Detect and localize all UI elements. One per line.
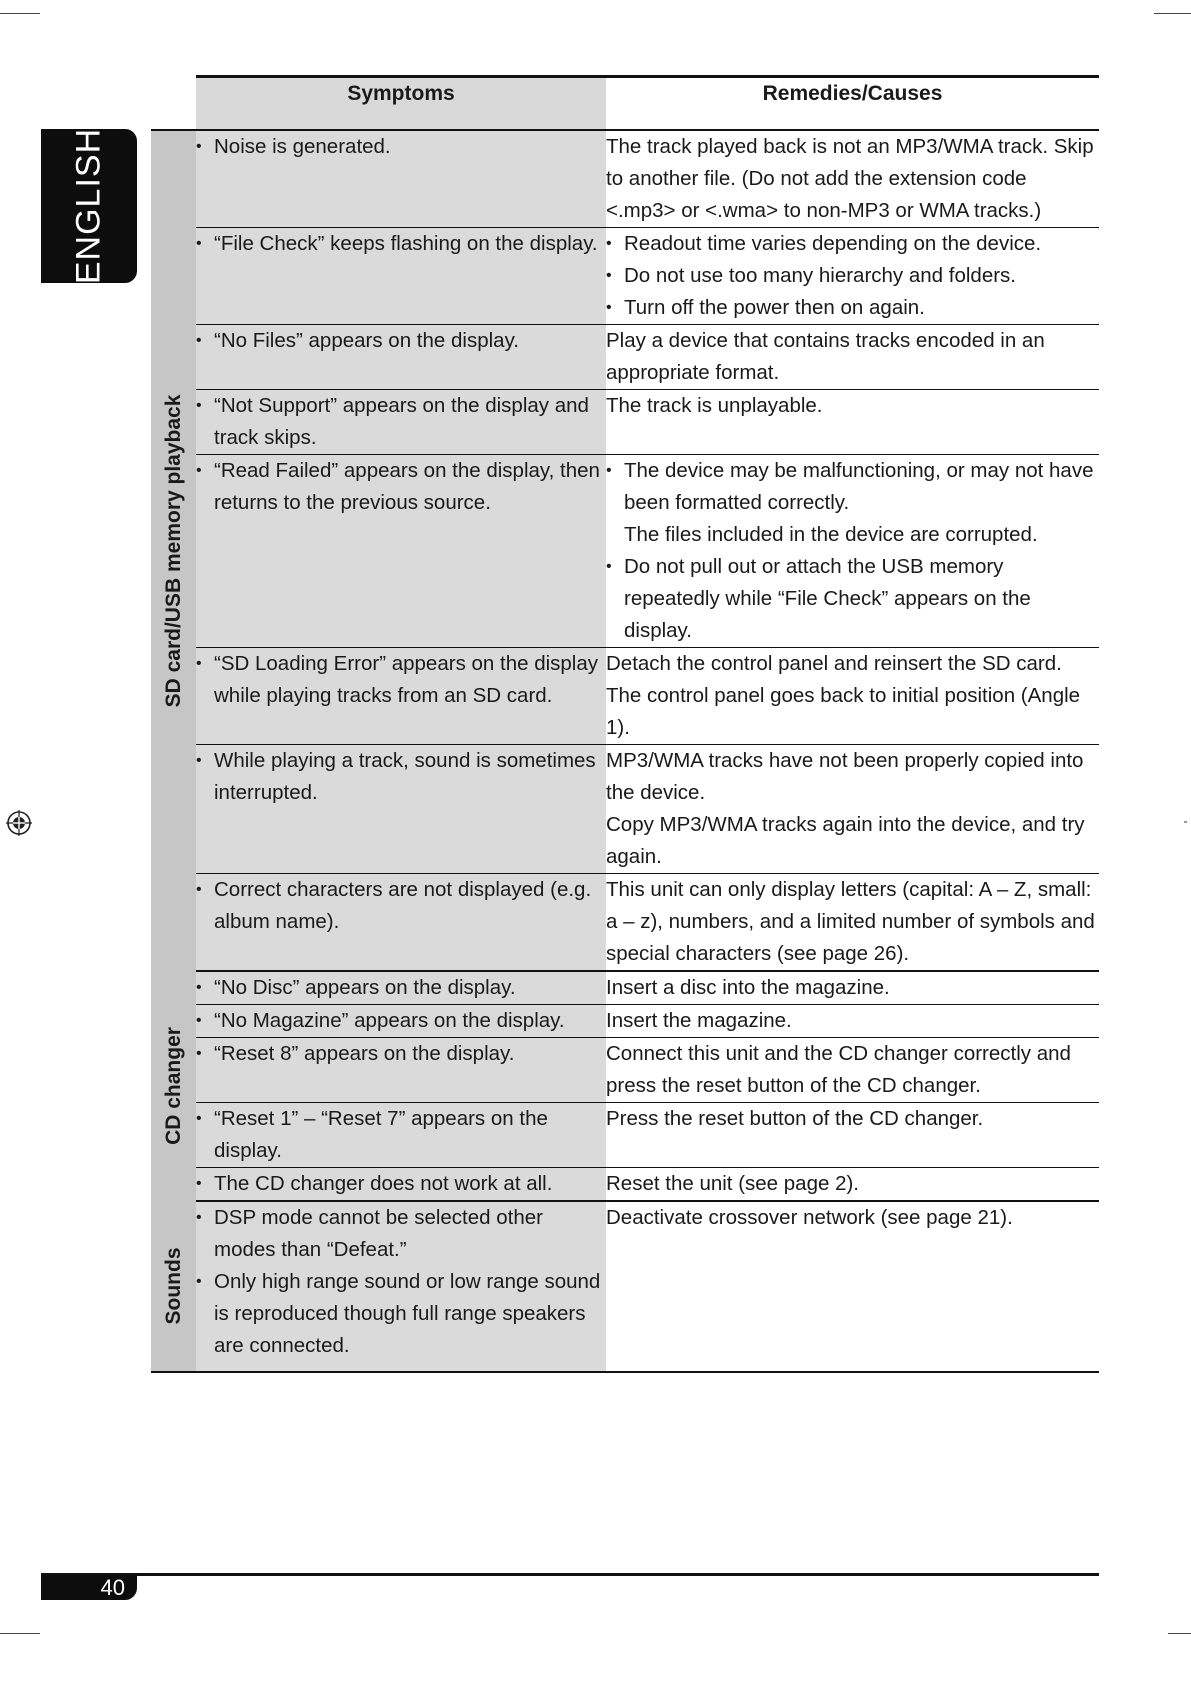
remedy-item: • Readout time varies depending on the device. [606, 228, 1099, 260]
remedy-text: Copy MP3/WMA tracks again into the device, and try again. [606, 813, 1085, 868]
remedy-cell [606, 1103, 1099, 1168]
remedy-cell [606, 1038, 1099, 1103]
symptom-item: • Noise is generated. [196, 131, 606, 163]
remedy-cell [606, 1005, 1099, 1038]
symptom-cell [196, 648, 606, 745]
remedy-text: Detach the control panel and reinsert the SD card. The control panel goes back to initial position (Angle 1). [606, 652, 1081, 739]
table-header-row [151, 77, 1099, 131]
remedy-text: Play a device that contains tracks encoded in an appropriate format. [606, 329, 1045, 384]
registration-mark-icon [6, 810, 32, 836]
table-row [151, 1103, 1099, 1168]
symptom-cell [196, 1168, 606, 1202]
table-row [151, 1201, 1099, 1372]
symptom-item: • DSP mode cannot be selected other modes than “Defeat.” [196, 1202, 606, 1266]
symptom-item: • The CD changer does not work at all. [196, 1168, 606, 1200]
category-label: CD changer [161, 1027, 185, 1145]
footer-rule [41, 1573, 1099, 1576]
symptom-cell [196, 455, 606, 648]
symptom-item: • Correct characters are not displayed (e.g. album name). [196, 874, 606, 938]
remedy-cell [606, 228, 1099, 325]
table-row [151, 1168, 1099, 1202]
crop-mark [1168, 1633, 1191, 1634]
symptom-cell [196, 390, 606, 455]
symptom-cell [196, 1103, 606, 1168]
symptom-item: • Only high range sound or low range sound is reproduced though full range speakers are connected. [196, 1266, 606, 1362]
remedy-item: The files included in the device are corrupted. [624, 523, 1038, 546]
table-row [151, 130, 1099, 228]
troubleshooting-table [151, 75, 1099, 1373]
crop-mark [0, 1633, 40, 1634]
symptom-item: • “Not Support” appears on the display and track skips. [196, 390, 606, 454]
remedy-item: • Turn off the power then on again. [606, 292, 1099, 324]
symptom-cell [196, 874, 606, 972]
table-row [151, 648, 1099, 745]
remedies-header: Remedies/Causes [606, 77, 1099, 131]
remedy-cell [606, 455, 1099, 648]
symptom-cell [196, 228, 606, 325]
symptom-item: • While playing a track, sound is sometimes interrupted. [196, 745, 606, 809]
symptom-cell [196, 745, 606, 874]
remedy-item: • Do not pull out or attach the USB memory repeatedly while “File Check” appears on the display. [606, 551, 1099, 647]
symptom-item: • “No Disc” appears on the display. [196, 972, 606, 1004]
remedy-cell [606, 130, 1099, 228]
remedy-cell [606, 325, 1099, 390]
symptom-cell [196, 1038, 606, 1103]
symptom-cell [196, 1005, 606, 1038]
symptom-cell [196, 971, 606, 1005]
symptom-item: • “Reset 8” appears on the display. [196, 1038, 606, 1070]
symptoms-header: Symptoms [196, 77, 606, 131]
category-label: Sounds [161, 1247, 185, 1325]
remedy-text: Connect this unit and the CD changer correctly and press the reset button of the CD changer. [606, 1042, 1071, 1097]
category-label: SD card/USB memory playback [161, 394, 185, 708]
symptom-item: • “Read Failed” appears on the display, then returns to the previous source. [196, 455, 606, 519]
symptom-cell [196, 130, 606, 228]
symptom-item: • “No Files” appears on the display. [196, 325, 606, 357]
symptom-item: • “SD Loading Error” appears on the display while playing tracks from an SD card. [196, 648, 606, 712]
remedy-cell [606, 648, 1099, 745]
remedy-text: Press the reset button of the CD changer. [606, 1107, 984, 1130]
language-tab [41, 129, 137, 283]
symptom-cell [196, 1201, 606, 1372]
language-tab-label: ENGLISH [69, 127, 108, 285]
category-sounds [151, 1201, 196, 1372]
crop-mark [1184, 821, 1187, 823]
crop-mark [1154, 13, 1191, 14]
crop-mark [0, 13, 40, 14]
remedy-text: Deactivate crossover network (see page 21). [606, 1206, 1013, 1229]
category-sd-usb [151, 130, 196, 971]
table-row [151, 1038, 1099, 1103]
table-row [151, 1005, 1099, 1038]
table-row [151, 971, 1099, 1005]
remedy-cell [606, 1201, 1099, 1372]
page-number: 40 [41, 1575, 137, 1600]
table-row [151, 390, 1099, 455]
remedy-text: This unit can only display letters (capital: A – Z, small: a – z), numbers, and a limited number of symbols and special characters (see page 26). [606, 878, 1095, 965]
remedy-cell [606, 874, 1099, 972]
remedy-text: The track is unplayable. [606, 394, 823, 417]
header-spacer [151, 77, 196, 131]
remedy-cell [606, 1168, 1099, 1202]
remedy-text: The track played back is not an MP3/WMA track. Skip to another file. (Do not add the extension code <.mp3> or <.wma> to non-MP3 or WMA tracks.) [606, 135, 1094, 222]
remedy-cell [606, 390, 1099, 455]
table-row [151, 228, 1099, 325]
remedy-cell [606, 745, 1099, 874]
table-row [151, 874, 1099, 972]
symptom-item: • “File Check” keeps flashing on the display. [196, 228, 606, 260]
symptom-cell [196, 325, 606, 390]
table-row [151, 325, 1099, 390]
remedy-item: • Do not use too many hierarchy and folders. [606, 260, 1099, 292]
table-row [151, 455, 1099, 648]
category-cd-changer [151, 971, 196, 1201]
remedy-text: Insert a disc into the magazine. [606, 976, 890, 999]
remedy-item: • The device may be malfunctioning, or may not have been formatted correctly. [606, 455, 1099, 519]
remedy-text: Insert the magazine. [606, 1009, 792, 1032]
table-row [151, 745, 1099, 874]
remedy-cell [606, 971, 1099, 1005]
remedy-text: Reset the unit (see page 2). [606, 1172, 859, 1195]
remedy-text: MP3/WMA tracks have not been properly copied into the device. [606, 749, 1084, 804]
symptom-item: • “Reset 1” – “Reset 7” appears on the display. [196, 1103, 606, 1167]
symptom-item: • “No Magazine” appears on the display. [196, 1005, 606, 1037]
